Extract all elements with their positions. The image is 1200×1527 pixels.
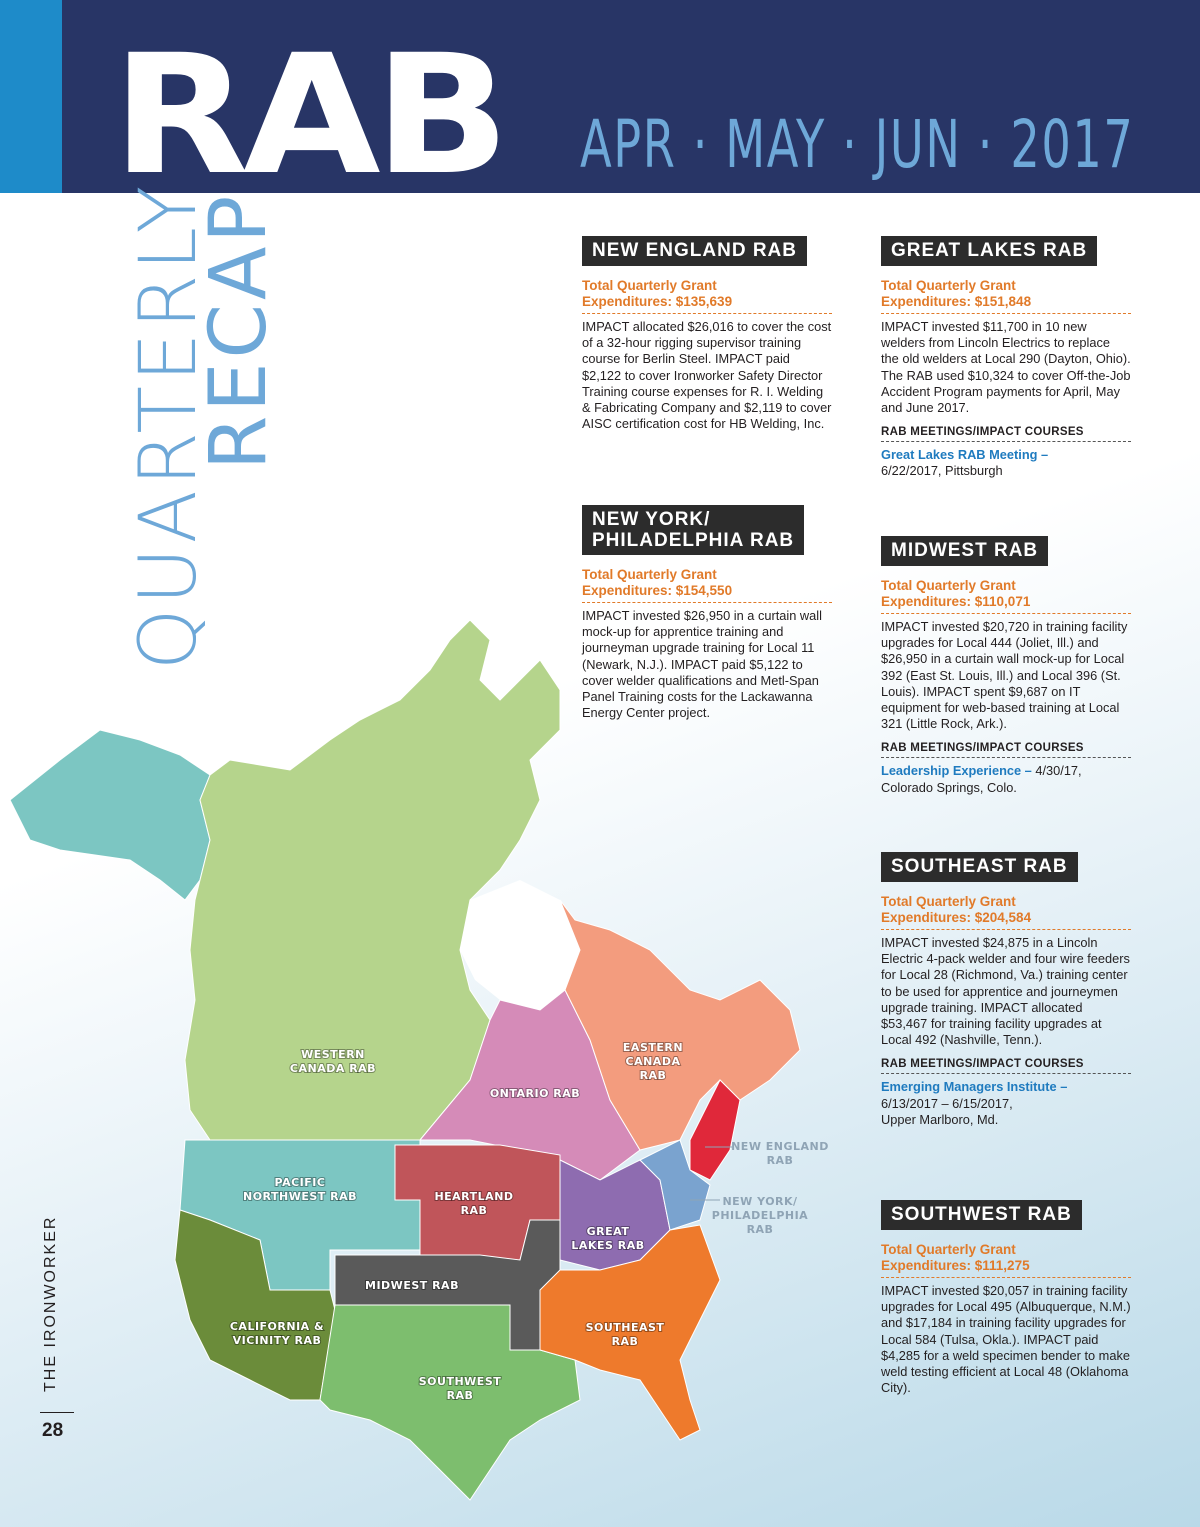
meeting-detail: Colorado Springs, Colo. [881,779,1017,795]
grant-expenditures [881,578,1131,614]
section-southwest [881,1200,1131,1396]
map-label-ny-philly-1: NEW YORK/ [722,1195,798,1208]
map-label-eastern-canada-2: CANADA [625,1055,681,1068]
vertical-title-quarterly: QUARTERLY [124,181,214,670]
map-label-southwest-1: SOUTHWEST [418,1375,502,1388]
section-new-england [582,236,832,432]
section-title [582,505,804,555]
map-label-california-1: CALIFORNIA & [229,1320,325,1333]
map-label-heartland-1: HEARTLAND [434,1190,514,1203]
grant-expenditures [881,278,1131,314]
meeting-location: Upper Marlboro, Md. [881,1111,999,1127]
map-label-southwest-2: RAB [446,1389,474,1402]
map-label-pacific-nw-2: NORTHWEST RAB [242,1190,358,1203]
meeting-detail: 6/22/2017, Pittsburgh [881,463,1003,479]
grant-label-line2: Expenditures: $110,071 [881,594,1031,609]
grant-label-line2: Expenditures: $151,848 [881,294,1032,309]
meeting-entry [881,1079,1131,1128]
map-label-ny-philly-3: RAB [746,1223,774,1236]
grant-label-line1: Total Quarterly Grant [582,567,717,582]
publication-name: THE IRONWORKER [42,1215,59,1392]
section-title: MIDWEST RAB [881,536,1048,566]
meeting-date: 4/30/17, [1031,763,1082,779]
grant-label-line1: Total Quarterly Grant [881,578,1016,593]
map-label-western-canada-1: WESTERN [301,1048,365,1061]
section-body: IMPACT invested $20,057 in training facility upgrades for Local 495 (Albuquerque, N.M.) and $17,184 in training facility upgrades for Local 584 (Tulsa, Okla.). IMPACT paid $4,285 for a weld specimen bender to make weld testing efficient at Local 48 (Oklahoma City). [881,1283,1131,1396]
map-hudson-bay [460,880,580,1010]
grant-label-line1: Total Quarterly Grant [881,894,1016,909]
section-southeast [881,852,1131,1128]
map-label-midwest: MIDWEST RAB [365,1279,459,1292]
grant-label-line2: Expenditures: $204,584 [881,910,1032,925]
meeting-entry [881,447,1131,479]
map-label-ontario: ONTARIO RAB [489,1087,581,1100]
section-body: IMPACT invested $26,950 in a curtain wall mock-up for apprentice training and journeyman upgrade training for Local 11 (Newark, N.J.). IMPACT paid $5,122 to cover welder qualifications and Metl-Span Panel Training costs for the Lackawanna Energy Center project. [582,608,822,721]
section-body: IMPACT invested $20,720 in training facility upgrades for Local 444 (Joliet, Ill.) and $26,950 in a curtain wall mock-up for Local 392 (East St. Louis, Ill.) and Local 396 (St. Louis). IMPACT spent $9,687 on IT equipment for web-based training at Local 321 (Little Rock, Ark.). [881,619,1128,732]
section-title-line1: NEW YORK/ [592,509,711,530]
map-label-great-lakes-2: LAKES RAB [571,1239,645,1252]
meetings-label: RAB MEETINGS/IMPACT COURSES [881,1058,1131,1074]
grant-expenditures [582,278,832,314]
grant-label-line1: Total Quarterly Grant [881,1242,1016,1257]
section-body: IMPACT invested $24,875 in a Lincoln Electric 4-pack welder and four wire feeders for Local 28 (Richmond, Va.) training center to be used for apprentice and journeymen upgrade training. IMPACT allocated $53,467 for training facility upgrades at Local 492 (Nashville, Tenn.). [881,935,1130,1048]
map-label-western-canada-2: CANADA RAB [289,1062,377,1075]
grant-label-line2: Expenditures: $135,639 [582,294,733,309]
meeting-entry [881,763,1131,795]
grant-label-line1: Total Quarterly Grant [582,278,717,293]
map-label-pacific-nw-1: PACIFIC [274,1176,326,1189]
page-number: 28 [42,1420,64,1441]
section-title: SOUTHWEST RAB [881,1200,1082,1230]
map-label-new-england-1: NEW ENGLAND [731,1140,829,1153]
meeting-name: Emerging Managers Institute – [881,1079,1068,1095]
map-region-alaska [10,730,210,900]
page-header [0,0,1200,211]
section-midwest [881,536,1131,796]
page-number-rule [40,1412,74,1413]
grant-label-line2: Expenditures: $154,550 [582,583,733,598]
section-title: NEW ENGLAND RAB [582,236,807,266]
section-title-line2: PHILADELPHIA RAB [592,530,795,551]
meeting-name: Leadership Experience – [881,763,1032,779]
map-label-southeast-2: RAB [611,1335,639,1348]
map-label-eastern-canada-3: RAB [639,1069,667,1082]
meetings-label: RAB MEETINGS/IMPACT COURSES [881,742,1131,758]
section-title: GREAT LAKES RAB [881,236,1097,266]
section-title: SOUTHEAST RAB [881,852,1078,882]
map-label-great-lakes-1: GREAT [586,1225,630,1238]
map-label-southeast-1: SOUTHEAST [585,1321,665,1334]
grant-expenditures [582,567,832,603]
rab-logo: RAB [112,19,504,211]
map-label-eastern-canada-1: EASTERN [622,1041,684,1054]
grant-expenditures [881,1242,1131,1278]
section-body: IMPACT invested $11,700 in 10 new welders from Lincoln Electrics to replace the old welders at Local 290 (Dayton, Ohio). The RAB used $10,324 to cover Off-the-Job Accident Program payments for April, May and June 2017. [881,319,1131,416]
rab-regions-map [0,600,860,1520]
map-label-heartland-2: RAB [460,1204,488,1217]
map-label-new-england-2: RAB [766,1154,794,1167]
meeting-name: Great Lakes RAB Meeting – [881,447,1049,463]
map-label-california-2: VICINITY RAB [232,1334,322,1347]
meeting-detail: 6/13/2017 – 6/15/2017, [881,1095,1013,1111]
section-body: IMPACT allocated $26,016 to cover the cost of a 32-hour rigging supervisor training course for Berlin Steel. IMPACT paid $2,122 to cover Ironworker Safety Director Training course expenses for R. I. Welding & Fabricating Company and $2,119 to cover AISC certification cost for HB Welding, Inc. [582,319,832,432]
grant-expenditures [881,894,1131,930]
meetings-label: RAB MEETINGS/IMPACT COURSES [881,426,1131,442]
grant-label-line1: Total Quarterly Grant [881,278,1016,293]
map-label-ny-philly-2: PHILADELPHIA [711,1209,809,1222]
header-accent-bar [0,0,62,193]
quarter-dates: APR · MAY · JUN · 2017 [580,106,1135,183]
section-great-lakes [881,236,1131,480]
vertical-title-recap: RECAP [194,191,284,470]
grant-label-line2: Expenditures: $111,275 [881,1258,1030,1273]
